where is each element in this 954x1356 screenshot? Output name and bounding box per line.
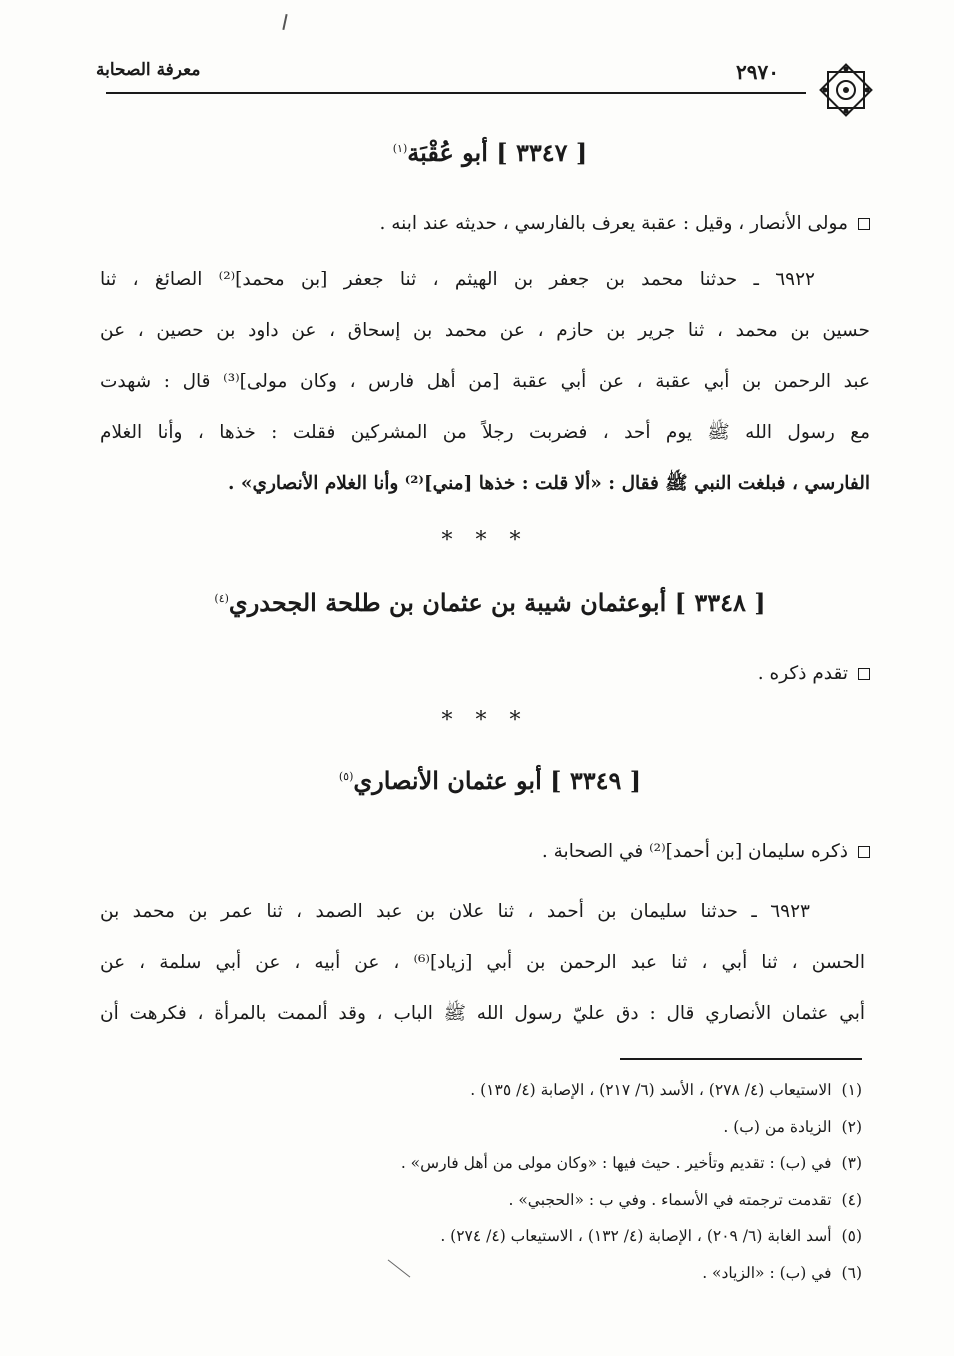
page-number: ٢٩٧٠ <box>736 60 779 84</box>
running-title: معرفة الصحابة <box>96 60 201 80</box>
hadith-6923 <box>100 886 865 1039</box>
intro-line <box>100 648 870 699</box>
square-bullet-icon <box>858 846 870 858</box>
footnotes <box>300 1072 862 1291</box>
entry-title-text: [ ٣٣٤٨ ] أبوعثمان شيبة بن عثمان بن طلحة الجحدري <box>228 588 766 617</box>
hadith-line: مع رسول الله ﷺ يوم أحد ، فضربت رجلاً من المشركين فقلت : خذها ، وأنا الغلام <box>100 422 870 443</box>
footnote-number: (٢) <box>841 1117 862 1136</box>
hadith-line: حسين بن محمد ، ثنا جرير بن حازم ، عن محمد بن إسحاق ، عن داود بن حصين ، عن <box>100 320 870 341</box>
octagonal-star-ornament-icon <box>816 60 876 120</box>
footnote-ref: (١) <box>392 142 408 155</box>
hadith-line: عبد الرحمن بن أبي عقبة ، عن أبي عقبة [من أهل فارس ، وكان مولى]⁽³⁾ قال : شهدت <box>100 371 871 392</box>
hadith-6922 <box>100 254 870 509</box>
entry-intro-3347 <box>100 198 870 249</box>
footnote-item <box>300 1255 862 1292</box>
header-rule <box>106 92 806 94</box>
scan-artifact-mark <box>282 14 287 30</box>
intro-text: ذكره سليمان [بن أحمد]⁽²⁾ في الصحابة . <box>541 841 848 862</box>
footnote-item <box>300 1218 862 1255</box>
hadith-line: الحسن ، ثنا أبي ، ثنا عبد الرحمن بن أبي [زياد]⁽⁶⁾ ، عن أبيه ، عن أبي سلمة ، عن <box>100 952 866 973</box>
page-header <box>96 52 874 102</box>
section-separator: * * * <box>441 528 529 553</box>
footnote-number: (٦) <box>841 1263 862 1282</box>
entry-title-text: [ ٣٣٤٩ ] أبو عثمان الأنصاري <box>353 766 642 795</box>
intro-text: تقدم ذكره . <box>757 663 848 684</box>
entry-title-3347 <box>110 138 870 167</box>
footnote-text: أسد الغابة (٦/ ٢٠٩) ، الإصابة (٤/ ١٣٢) ، الاستيعاب (٤/ ٢٧٤) . <box>440 1227 832 1245</box>
footnote-text: في (ب) : «الزياد» . <box>702 1263 832 1282</box>
hadith-line: أبي عثمان الأنصاري قال : دق عليّ رسول الله ﷺ الباب ، وقد ألممت بالمرأة ، فكرهت أن <box>100 1003 865 1024</box>
hadith-line: ٦٩٢٢ ـ حدثنا محمد بن جعفر بن الهيثم ، ثنا جعفر [بن محمد]⁽²⁾ الصائغ ، ثنا <box>100 269 815 290</box>
entry-title-text: [ ٣٣٤٧ ] أبو عُقْبَة <box>407 138 588 167</box>
footnote-rule <box>620 1058 862 1060</box>
footnote-number: (١) <box>841 1081 862 1099</box>
footnote-text: الاستيعاب (٤/ ٢٧٨) ، الأسد (٦/ ٢١٧) ، الإصابة (٤/ ١٣٥) . <box>470 1081 832 1099</box>
footnote-text: في (ب) : تقديم وتأخير . حيث فيها : «وكان مولى من أهل فارس» . <box>400 1154 832 1172</box>
footnote-text: الزيادة من (ب) . <box>723 1117 832 1136</box>
hadith-line: ٦٩٢٣ ـ حدثنا سليمان بن أحمد ، ثنا علان بن عبد الصمد ، ثنا عمر بن محمد بن <box>100 901 810 922</box>
footnote-number: (٤) <box>841 1190 862 1209</box>
footnote-ref: (٤) <box>214 592 229 605</box>
entry-title-3349 <box>110 766 870 795</box>
hadith-line: الفارسي ، فبلغت النبي ﷺ فقال : «ألا قلت : خذها [مني]⁽²⁾ وأنا الغلام الأنصاري» . <box>228 473 870 494</box>
footnote-item <box>300 1109 862 1146</box>
square-bullet-icon <box>858 218 870 230</box>
footnote-item <box>300 1072 862 1109</box>
footnote-item <box>300 1145 862 1182</box>
footnote-number: (٥) <box>841 1227 862 1245</box>
square-bullet-icon <box>858 668 870 680</box>
entry-intro-3349 <box>100 826 870 877</box>
footnote-item <box>300 1182 862 1219</box>
intro-text: مولى الأنصار ، وقيل : عقبة يعرف بالفارسي ، حديثه عند ابنه . <box>379 213 848 234</box>
section-separator: * * * <box>441 708 529 733</box>
intro-line <box>100 826 870 877</box>
intro-line <box>100 198 870 249</box>
entry-intro-3348 <box>100 648 870 699</box>
footnote-text: تقدمت ترجمته في الأسماء . وفي ب : «الحجبي» . <box>508 1190 832 1209</box>
footnote-number: (٣) <box>841 1154 862 1172</box>
footnote-ref: (٥) <box>338 770 354 783</box>
entry-title-3348 <box>110 588 870 617</box>
